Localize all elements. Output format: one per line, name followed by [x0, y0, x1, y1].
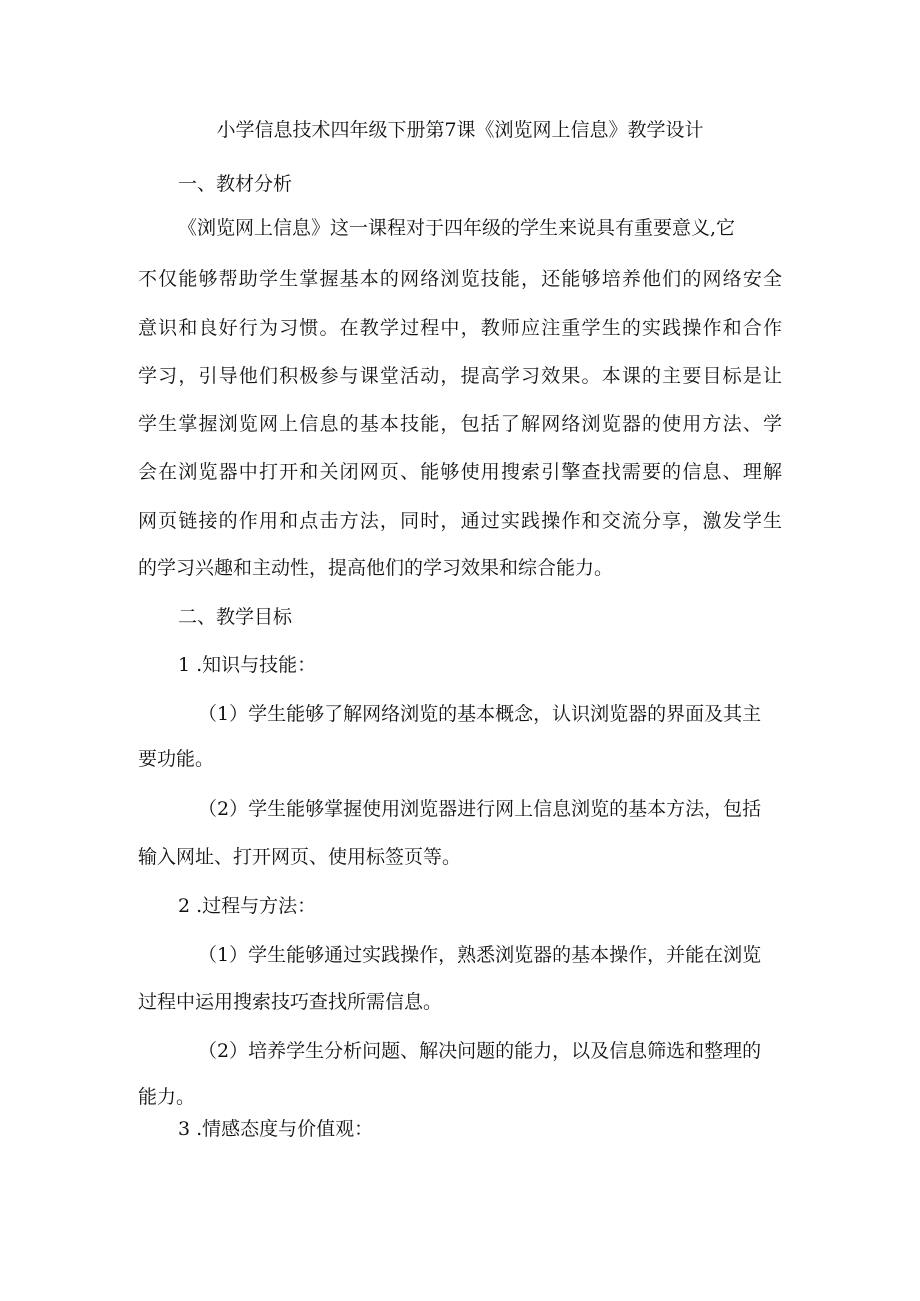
list-item-line: 能力。 — [138, 1086, 196, 1108]
paragraph-line: 会在浏览器中打开和关闭网页、能够使用搜索引擎查找需要的信息、理解 — [138, 461, 782, 483]
document-title: 小学信息技术四年级下册第7课《浏览网上信息》教学设计 — [216, 119, 704, 141]
paragraph-line: 不仅能够帮助学生掌握基本的网络浏览技能，还能够培养他们的网络安全 — [138, 268, 782, 290]
list-item-line: （2）培养学生分析问题、解决问题的能力，以及信息筛选和整理的 — [198, 1040, 762, 1062]
list-item-line: （1）学生能够了解网络浏览的基本概念，认识浏览器的界面及其主 — [198, 703, 762, 725]
subheading-process-methods: 2 .过程与方法： — [178, 895, 317, 917]
subheading-attitudes-values: 3 .情感态度与价值观： — [178, 1118, 374, 1140]
list-item-line: 要功能。 — [138, 748, 215, 770]
list-item-line: 过程中运用搜索技巧查找所需信息。 — [138, 991, 443, 1013]
list-item-line: （1）学生能够通过实践操作，熟悉浏览器的基本操作，并能在浏览 — [198, 944, 762, 966]
list-item-line: 输入网址、打开网页、使用标签页等。 — [138, 846, 462, 868]
section-heading-objectives: 二、教学目标 — [178, 606, 293, 628]
paragraph-line: 学习，引导他们积极参与课堂活动，提高学习效果。本课的主要目标是让 — [138, 365, 782, 387]
paragraph-line: 学生掌握浏览网上信息的基本技能，包括了解网络浏览器的使用方法、学 — [138, 413, 782, 435]
paragraph-line: 的学习兴趣和主动性，提高他们的学习效果和综合能力。 — [138, 557, 614, 579]
list-item-line: （2）学生能够掌握使用浏览器进行网上信息浏览的基本方法，包括 — [198, 798, 762, 820]
subheading-knowledge-skills: 1 .知识与技能： — [178, 654, 317, 676]
paragraph-line: 网页链接的作用和点击方法，同时，通过实践操作和交流分享，激发学生 — [138, 510, 782, 532]
paragraph-line: 《浏览网上信息》这一课程对于四年级的学生来说具有重要意义,它 — [178, 217, 736, 239]
paragraph-line: 意识和良好行为习惯。在教学过程中，教师应注重学生的实践操作和合作 — [138, 317, 782, 339]
section-heading-materials: 一、教材分析 — [178, 173, 293, 195]
